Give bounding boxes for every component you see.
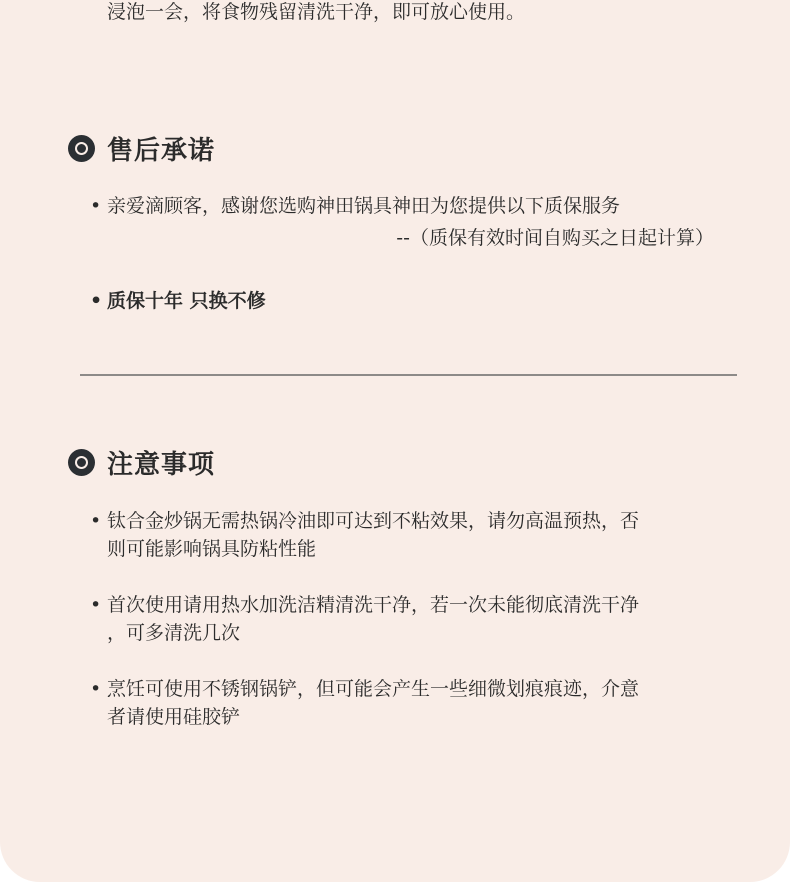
bullet-dot: • — [90, 678, 102, 700]
bullet-dot: • — [90, 594, 102, 616]
bullet-dot: • — [90, 510, 102, 532]
notes-title: 注意事项 — [107, 450, 216, 480]
ring-bullet-icon — [68, 449, 95, 476]
notes-item-1-line2: 则可能影响锅具防粘性能 — [107, 538, 317, 560]
notes-item-2 — [90, 591, 726, 647]
after-sales-item-1-line2: --（质保有效时间自购买之日起计算） — [396, 227, 714, 249]
after-sales-header — [68, 130, 215, 167]
ring-bullet-icon — [68, 135, 95, 162]
after-sales-item-2 — [90, 287, 726, 315]
bullet-dot: • — [90, 195, 102, 217]
after-sales-title: 售后承诺 — [107, 136, 216, 166]
notes-header — [68, 444, 215, 481]
after-sales-item-2-line1: 质保十年 只换不修 — [107, 290, 266, 312]
notes-item-3-line2: 者请使用硅胶铲 — [107, 706, 241, 728]
notes-item-2-line1: 首次使用请用热水加洗洁精清洗干净，若一次未能彻底清洗干净 — [107, 594, 640, 616]
notes-item-3-line1: 烹饪可使用不锈钢锅铲，但可能会产生一些细微划痕痕迹，介意 — [107, 678, 640, 700]
after-sales-item-1 — [90, 192, 726, 252]
after-sales-item-1-line1: 亲爱滴顾客，感谢您选购神田锅具神田为您提供以下质保服务 — [107, 195, 621, 217]
notes-item-2-line2: ，可多清洗几次 — [107, 622, 241, 644]
notes-item-3 — [90, 675, 726, 731]
bullet-dot: • — [90, 290, 103, 312]
notes-item-1 — [90, 507, 726, 563]
intro-trailing-text: 浸泡一会，将食物残留清洗干净，即可放心使用。 — [107, 1, 526, 23]
notes-item-1-line1: 钛合金炒锅无需热锅冷油即可达到不粘效果，请勿高温预热，否 — [107, 510, 640, 532]
section-divider — [80, 374, 737, 376]
